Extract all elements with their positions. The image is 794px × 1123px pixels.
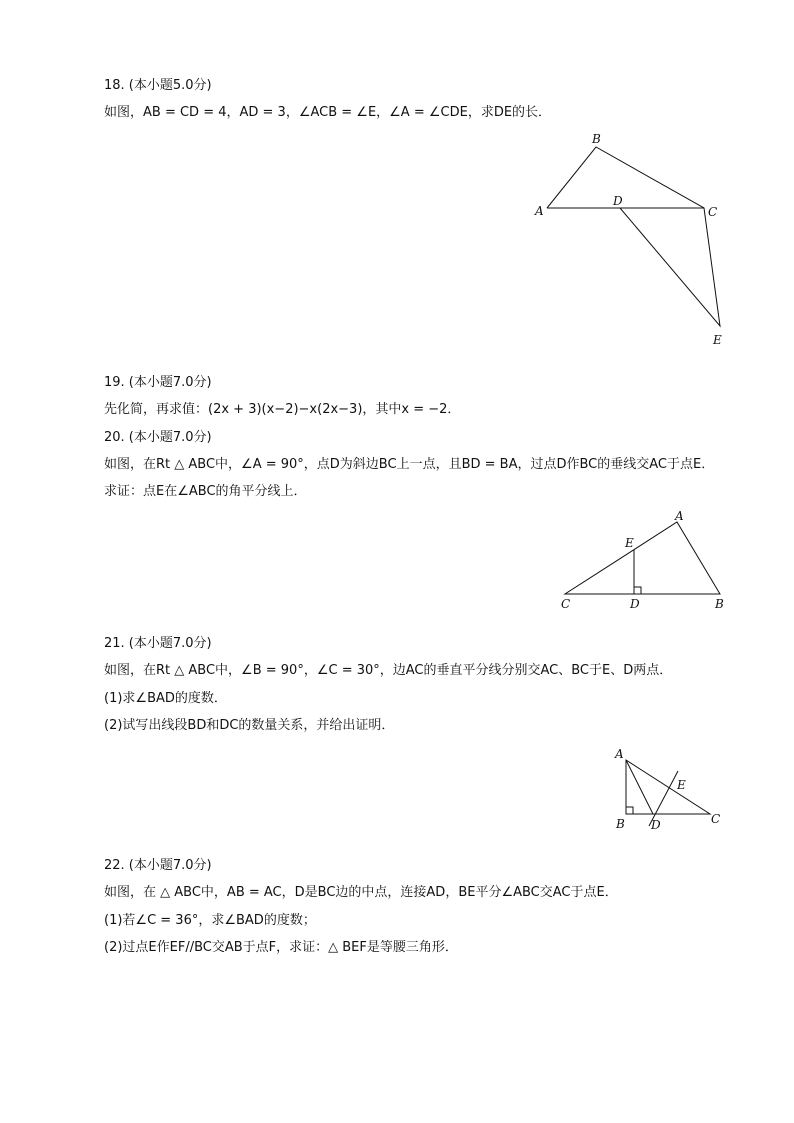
q19-header: 19. (本小题7.0分) bbox=[104, 375, 212, 390]
q20-text-1: 如图，在Rt △ ABC中，∠A = 90°，点D为斜边BC上一点，且BD = BA，过点D作BC的垂线交AC于点E． bbox=[104, 457, 715, 472]
q22-text-2: (1)若∠C = 36°，求∠BAD的度数； bbox=[104, 913, 316, 928]
q21-header: 21. (本小题7.0分) bbox=[104, 636, 212, 651]
q18-text: 如图，AB = CD = 4，AD = 3，∠ACB = ∠E，∠A = ∠CDE，求DE的长． bbox=[104, 105, 552, 120]
q22-header: 22. (本小题7.0分) bbox=[104, 858, 212, 873]
q20-label-e: E bbox=[625, 536, 634, 550]
q21-label-c: C bbox=[711, 812, 721, 826]
q22-text-3: (2)过点E作EF//BC交AB于点F，求证：△ BEF是等腰三角形． bbox=[104, 940, 458, 955]
q21-text-3: (2)试写出线段BD和DC的数量关系，并给出证明． bbox=[104, 718, 395, 733]
q18-label-c: C bbox=[708, 205, 718, 219]
q21-text-2: (1)求∠BAD的度数． bbox=[104, 691, 227, 706]
q18-label-b: B bbox=[592, 132, 601, 146]
q21-label-d: D bbox=[651, 818, 661, 832]
q19-text: 先化简，再求值：(2x + 3)(x−2)−x(2x−3)，其中x = −2． bbox=[104, 402, 461, 417]
q20-label-d: D bbox=[630, 597, 640, 611]
q21-right-angle-mark bbox=[626, 807, 633, 814]
q18-label-a: A bbox=[535, 204, 544, 218]
q18-header: 18. (本小题5.0分) bbox=[104, 78, 212, 93]
q20-label-b: B bbox=[715, 597, 724, 611]
q20-label-a: A bbox=[675, 509, 684, 523]
q20-label-c: C bbox=[561, 597, 571, 611]
q22-text-1: 如图，在 △ ABC中，AB = AC，D是BC边的中点，连接AD，BE平分∠ABC交AC于点E． bbox=[104, 885, 618, 900]
q21-label-e: E bbox=[677, 778, 686, 792]
q18-label-e: E bbox=[713, 333, 722, 347]
q21-label-b: B bbox=[616, 817, 625, 831]
q21-text-1: 如图，在Rt △ ABC中，∠B = 90°，∠C = 30°，边AC的垂直平分线分别交AC、BC于E、D两点． bbox=[104, 663, 673, 678]
q20-text-2: 求证：点E在∠ABC的角平分线上． bbox=[104, 484, 307, 499]
q18-label-d: D bbox=[613, 194, 623, 208]
q20-header: 20. (本小题7.0分) bbox=[104, 430, 212, 445]
q21-triangle bbox=[626, 760, 710, 814]
q21-label-a: A bbox=[615, 747, 624, 761]
